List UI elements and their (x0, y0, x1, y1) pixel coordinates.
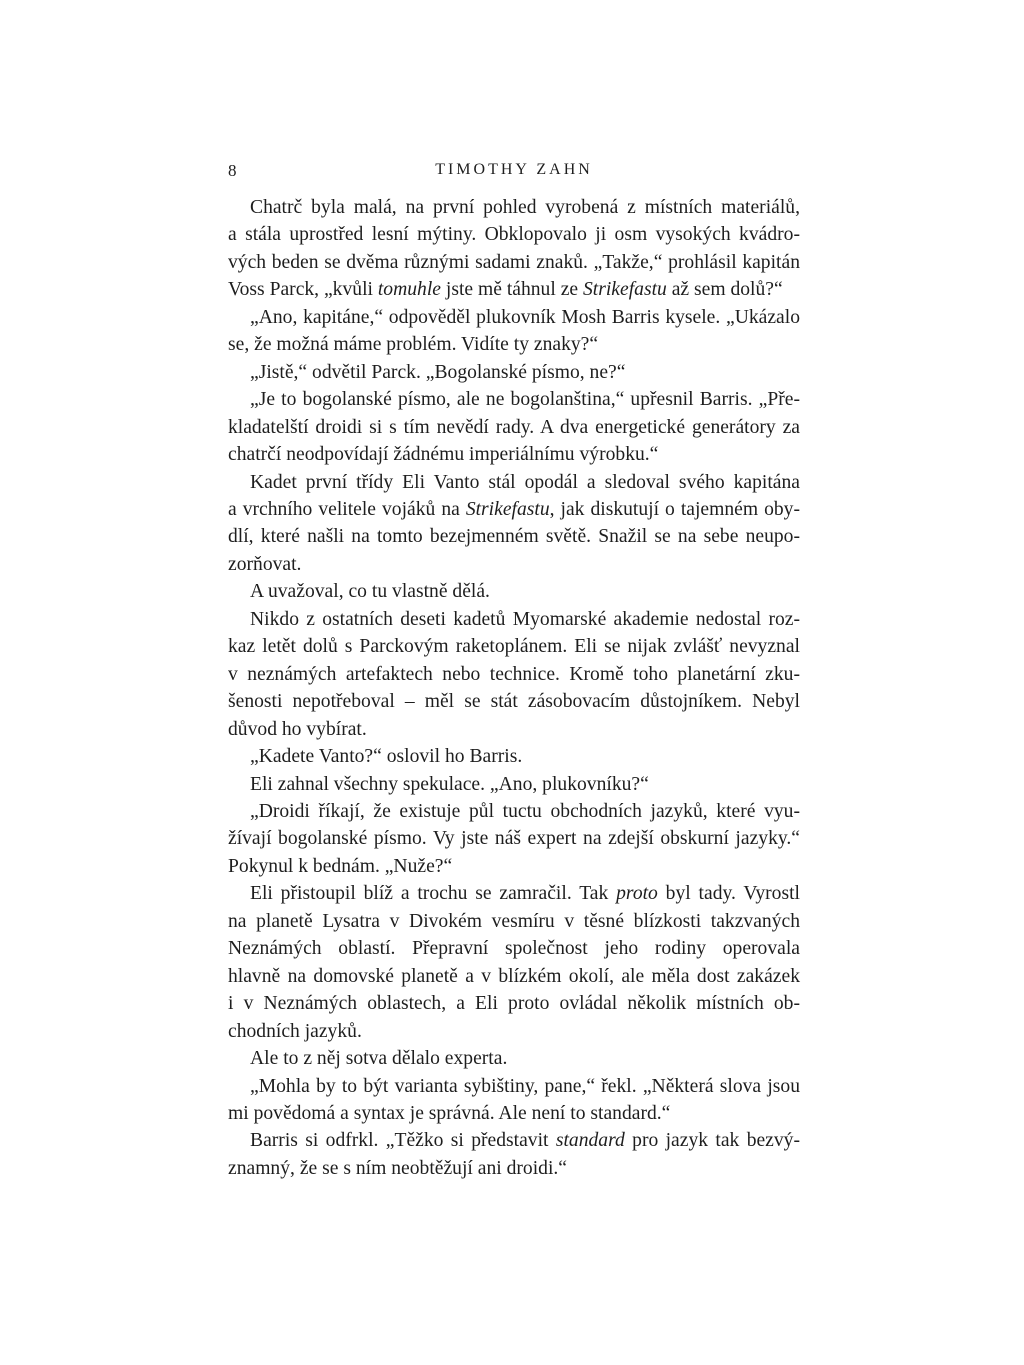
text-line: znamný, že se s ním neobtěžují ani droidi.“ (228, 1157, 567, 1179)
text-line: se, že možná máme problém. Vidíte ty znaky?“ (228, 334, 599, 356)
italic-text: proto (616, 883, 658, 905)
italic-text: tomuhle (377, 279, 441, 301)
text-line: Eli zahnal všechny spekulace. „Ano, plukovníku?“ (250, 773, 649, 795)
text-line: kaz letět dolů s Parckovým raketoplánem. Eli se nijak zvlášť nevyznal (228, 636, 800, 658)
text-line: Voss Parck, „kvůli tomuhle jste mě táhnul ze Strikefastu až sem dolů?“ (228, 279, 783, 301)
text-line: chodních jazyků. (228, 1020, 362, 1042)
italic-text: standard (555, 1130, 625, 1152)
text-line: šenosti nepotřeboval – měl se stát zásobovacím důstojníkem. Nebyl (228, 691, 800, 713)
text-line: „Mohla by to být varianta sybištiny, pane,“ řekl. „Některá slova jsou (250, 1075, 800, 1097)
italic-text: Strikefastu (465, 498, 550, 520)
paragraph (228, 386, 800, 468)
text-line: zorňovat. (228, 553, 302, 575)
text-line: „Jistě,“ odvětil Parck. „Bogolanské písmo, ne?“ (250, 361, 626, 383)
paragraph (228, 1045, 800, 1072)
paragraph (228, 880, 800, 1045)
paragraph (228, 771, 800, 798)
text-line: „Droidi říkají, že existuje půl tuctu obchodních jazyků, které vyu- (250, 800, 800, 822)
text-line: hlavně na domovské planetě a v blízkém okolí, ale měla dost zakázek (228, 965, 800, 987)
text-line: na planetě Lysatra v Divokém vesmíru v těsné blízkosti takzvaných (228, 910, 800, 932)
italic-text: Strikefastu (583, 279, 667, 301)
text-line: Ale to z něj sotva dělalo experta. (250, 1048, 508, 1070)
paragraph (228, 469, 800, 579)
book-page (228, 158, 800, 1182)
text-line: kladatelští droidi si s tím nevědí rady. A dva energetické generátory za (228, 416, 800, 438)
text-line: Neznámých oblastí. Přepravní společnost jeho rodiny operovala (228, 938, 800, 960)
text-line: Kadet první třídy Eli Vanto stál opodál a sledoval svého kapitána (250, 471, 800, 493)
text-line: žívají bogolanské písmo. Vy jste náš expert na zdejší obskurní jazyky.“ (228, 828, 800, 850)
paragraph (228, 359, 800, 386)
paragraph (228, 798, 800, 880)
text-line: A uvažoval, co tu vlastně dělá. (250, 581, 490, 603)
page-header (228, 158, 800, 186)
text-line: „Ano, kapitáne,“ odpověděl plukovník Mosh Barris kysele. „Ukázalo (250, 306, 800, 328)
paragraph (228, 194, 800, 304)
text-line: Chatrč byla malá, na první pohled vyrobená z místních materiálů, (250, 197, 800, 218)
text-line: chatrčí neodpovídají žádnému imperiálnímu výrobku.“ (228, 444, 659, 466)
paragraph (228, 606, 800, 743)
text-line: Pokynul k bednám. „Nuže?“ (228, 855, 453, 877)
paragraph (228, 743, 800, 770)
page-number: 8 (228, 161, 237, 180)
text-line: i v Neznámých oblastech, a Eli proto ovládal několik místních ob- (228, 993, 800, 1015)
text-line: mi povědomá a syntax je správná. Ale není to standard.“ (228, 1102, 671, 1124)
text-line: Nikdo z ostatních deseti kadetů Myomarské akademie nedostal roz- (250, 608, 800, 630)
text-line: a vrchního velitele vojáků na Strikefastu, jak diskutují o tajemném oby- (228, 498, 800, 520)
paragraph (228, 578, 800, 605)
text-line: dlí, které našli na tomto bezejmenném světě. Snažil se na sebe neupo- (228, 526, 800, 548)
running-head-author: TIMOTHY ZAHN (435, 161, 593, 178)
text-line: Eli přistoupil blíž a trochu se zamračil. Tak proto byl tady. Vyrostl (250, 883, 800, 905)
paragraph (228, 304, 800, 359)
text-line: a stála uprostřed lesní mýtiny. Obklopovalo ji osm vysokých kvádro- (228, 224, 800, 246)
text-line: v neznámých artefaktech nebo technice. Kromě toho planetární zku- (228, 663, 800, 685)
text-line: důvod ho vybírat. (228, 718, 367, 740)
paragraph (228, 1127, 800, 1182)
body-text (228, 194, 800, 1182)
text-line: „Je to bogolanské písmo, ale ne bogolanština,“ upřesnil Barris. „Pře- (250, 389, 800, 411)
paragraph (228, 1073, 800, 1128)
text-line: „Kadete Vanto?“ oslovil ho Barris. (250, 746, 523, 768)
text-line: Barris si odfrkl. „Těžko si představit standard pro jazyk tak bezvý- (250, 1130, 800, 1152)
text-line: vých beden se dvěma různými sadami znaků. „Takže,“ prohlásil kapitán (228, 251, 800, 273)
